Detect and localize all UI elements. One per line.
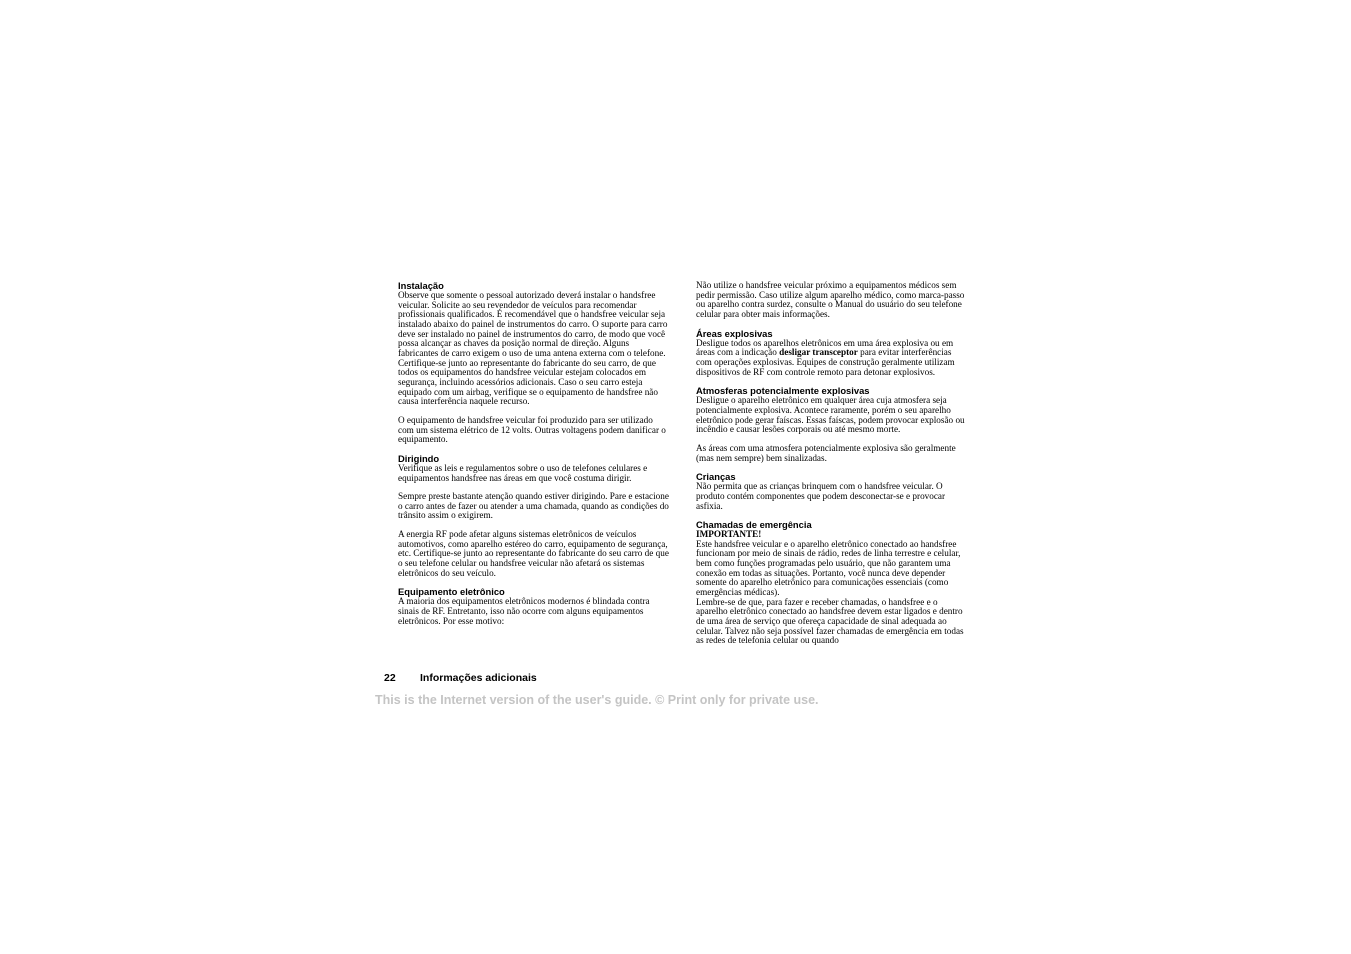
section-paragraph: Observe que somente o pessoal autorizado deverá instalar o handsfree veicular. Solicite ao seu revendedor de veículos para recomendar profissionais qualificados. É recomendável que o handsfree veicular seja instalado abaixo do painel de instrumentos do carro. O suporte para carro deve ser instalado no painel de instrumentos do carro, de modo que você possa alcançar as chaves da posição normal de direção. Alguns fabricantes de carro exigem o uso de uma antena externa com o telefone. Certifique-se junto ao representante do fabricante do seu carro, de que todos os equipamentos do handsfree veicular estejam colocados em segurança, incluindo acessórios adicionais. Caso o seu carro esteja equipado com um airbag, verifique se o equipamento de handsfree não causa interferência naquele recurso.: [398, 290, 668, 407]
section-heading: Dirigindo: [398, 452, 440, 464]
section-heading: Instalação: [398, 280, 444, 291]
section-paragraph: Sempre preste bastante atenção quando estiver dirigindo. Pare e estacione o carro antes de fazer ou atender a uma chamada, quando as condições do trânsito assim o exigirem.: [398, 491, 669, 521]
important-label: IMPORTANTE!: [696, 529, 762, 540]
section-paragraph: [696, 339, 966, 378]
section-title: Informações adicionais: [420, 672, 537, 684]
section-paragraph: Lembre-se de que, para fazer e receber chamadas, o handsfree e o aparelho eletrônico conectado ao handsfree devem estar ligados e dentro de uma área de serviço que ofereça capacidade de sinal adequada ao celular. Talvez não seja possível fazer chamadas de emergência em todas as redes de telefonia celular ou quando: [696, 596, 964, 646]
page-number: 22: [384, 672, 396, 684]
section-heading: Chamadas de emergência: [696, 519, 812, 531]
watermark-notice: This is the Internet version of the user's guide. © Print only for private use.: [375, 693, 819, 707]
section-equipamento-eletronico: [398, 587, 670, 626]
section-paragraph: A energia RF pode afetar alguns sistemas eletrônicos de veículos automotivos, como aparelho estéreo do carro, equipamento de segurança, etc. Certifique-se junto ao representante do fabricante do seu carro de que o seu telefone celular ou handsfree veicular não afetará os sistemas eletrônicos do seu veículo.: [398, 529, 669, 578]
section-paragraph: Este handsfree veicular e o aparelho eletrônico conectado ao handsfree funcionam por meio de sinais de rádio, redes de linha terrestre e celular, bem como funções programadas pelo usuário, que não garantem uma conexão em todas as situações. Portanto, você nunca deve depender somente do aparelho eletrônico para comunicações essenciais (como emergências médicas).: [696, 538, 961, 598]
section-dirigindo: [398, 454, 670, 579]
section-chamadas-emergencia: [696, 520, 966, 646]
section-paragraph: Não permita que as crianças brinquem com o handsfree veicular. O produto contém componentes que podem desconectar-se e provocar asfixia.: [696, 481, 946, 511]
section-heading: Equipamento eletrônico: [398, 586, 505, 598]
bold-term: desligar transceptor: [779, 347, 858, 358]
right-column: [696, 281, 966, 646]
section-atmosferas: [696, 386, 966, 463]
paragraph-text: para evitar interferências com operações explosivas. Equipes de construção geralmente utilizam dispositivos de RF com controle remoto para detonar explosivos.: [696, 347, 955, 377]
section-paragraph: Não utilize o handsfree veicular próximo a equipamentos médicos sem pedir permissão. Caso utilize algum aparelho médico, como marca-passo ou aparelho contra surdez, consulte o Manual do usuário do seu telefone celular para obter mais informações.: [696, 280, 965, 319]
left-column: [398, 281, 670, 626]
section-paragraph: As áreas com uma atmosfera potencialmente explosiva são geralmente (mas nem sempre) bem sinalizadas.: [696, 442, 956, 463]
section-intro: [696, 281, 966, 320]
section-paragraph: Verifique as leis e regulamentos sobre o uso de telefones celulares e equipamentos handsfree nas áreas em que você costuma dirigir.: [398, 462, 648, 483]
section-instalacao: [398, 281, 670, 445]
section-criancas: [696, 472, 966, 511]
section-paragraph: A maioria dos equipamentos eletrônicos modernos é blindada contra sinais de RF. Entretanto, isso não ocorre com alguns equipamentos eletrônicos. Por esse motivo:: [398, 596, 650, 626]
section-paragraph: Desligue o aparelho eletrônico em qualquer área cuja atmosfera seja potencialmente explosiva. Acontece raramente, porém o seu aparelho eletrônico pode gerar faíscas. Essas faíscas, podem provocar explosão ou incêndio e causar lesões corporais ou até mesmo morte.: [696, 395, 965, 435]
section-heading: Áreas explosivas: [696, 327, 773, 339]
section-areas-explosivas: [696, 329, 966, 378]
page-footer: [384, 672, 537, 684]
section-paragraph: O equipamento de handsfree veicular foi produzido para ser utilizado com um sistema elétrico de 12 volts. Outras voltagens podem danificar o equipamento.: [398, 414, 666, 445]
paragraph-text: Desligue todos os aparelhos eletrônicos em uma área explosiva ou em áreas com a indicação: [696, 337, 954, 358]
section-heading: Crianças: [696, 471, 736, 483]
section-heading: Atmosferas potencialmente explosivas: [696, 385, 870, 397]
